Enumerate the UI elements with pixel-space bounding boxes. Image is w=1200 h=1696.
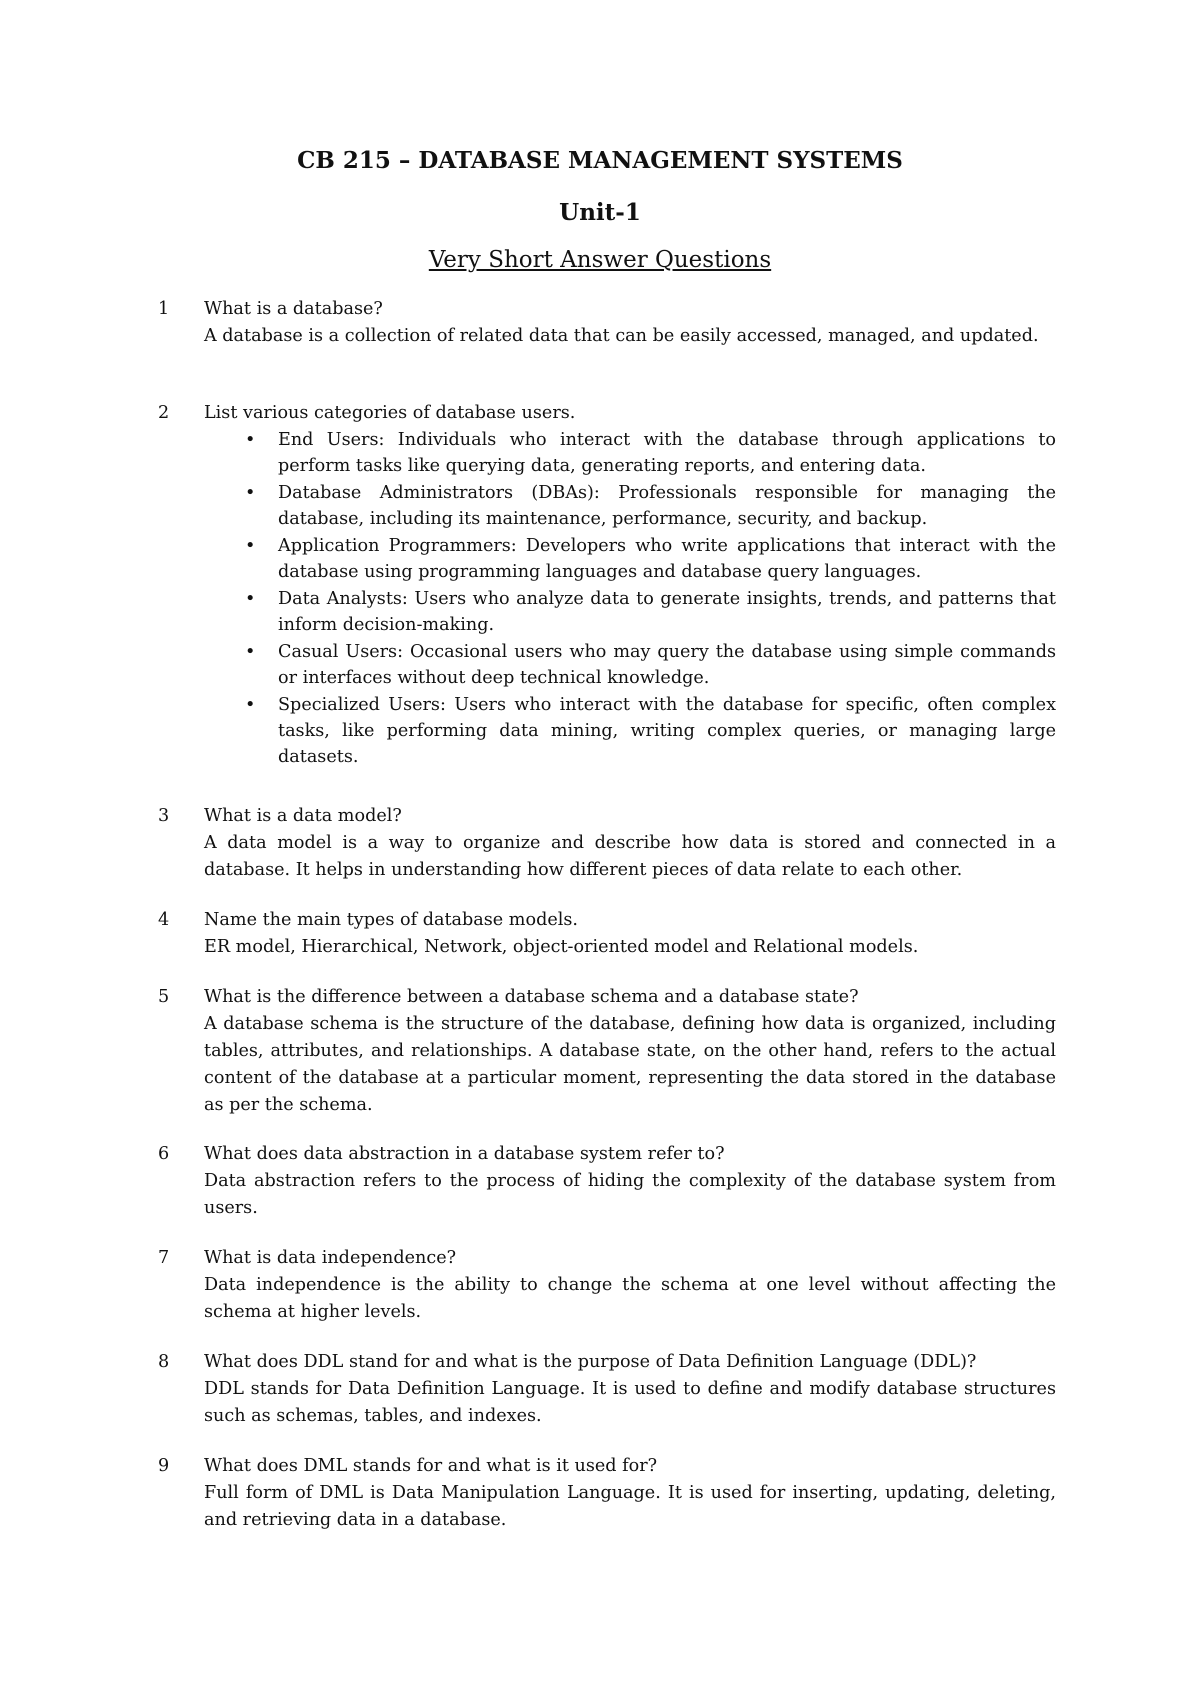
answer-text: Full form of DML is Data Manipulation Language. It is used for inserting, updating, deleting, and retrieving data in a database. xyxy=(204,1483,1056,1530)
question-text: What is the difference between a database schema and a database state? xyxy=(204,987,859,1007)
bullet-text: Occasional users who may query the database using simple commands or interfaces without deep technical knowledge. xyxy=(278,642,1057,688)
answer-text: A database is a collection of related data that can be easily accessed, managed, and updated. xyxy=(204,326,1039,346)
answer-text: Data independence is the ability to change the schema at one level without affecting the schema at higher levels. xyxy=(204,1275,1056,1322)
question-text: What does data abstraction in a database system refer to? xyxy=(204,1144,725,1164)
question-number: 2 xyxy=(158,403,170,423)
question-number: 5 xyxy=(158,987,170,1007)
unit-heading: Unit-1 xyxy=(559,199,641,226)
question-text: What does DDL stand for and what is the purpose of Data Definition Language (DDL)? xyxy=(204,1352,977,1372)
answer-text: DDL stands for Data Definition Language. It is used to define and modify database structures such as schemas, tables, and indexes. xyxy=(204,1379,1056,1426)
list-item xyxy=(204,692,1056,770)
question-number: 4 xyxy=(158,910,170,930)
bullet-text: Users who interact with the database for specific, often complex tasks, like performing data mining, writing complex queries, or managing large datasets. xyxy=(278,695,1057,767)
answer-text: ER model, Hierarchical, Network, object-oriented model and Relational models. xyxy=(204,937,919,957)
question-text: List various categories of database users. xyxy=(204,403,576,423)
bullet-term: Casual Users: xyxy=(278,642,404,662)
question-number: 9 xyxy=(158,1456,170,1476)
bullet-text: Individuals who interact with the database through applications to perform tasks like querying data, generating reports, and entering data. xyxy=(278,430,1057,476)
question-text: What does DML stands for and what is it used for? xyxy=(204,1456,658,1476)
question-number: 7 xyxy=(158,1248,170,1268)
user-category-list xyxy=(204,427,1056,771)
list-item xyxy=(204,586,1056,638)
bullet-text: Developers who write applications that interact with the database using programming languages and database query languages. xyxy=(278,536,1056,582)
list-item xyxy=(204,480,1056,532)
answer-text: A data model is a way to organize and describe how data is stored and connected in a database. It helps in understanding how different pieces of data relate to each other. xyxy=(204,833,1056,880)
list-item xyxy=(204,427,1056,479)
question-number: 1 xyxy=(158,299,170,319)
bullet-text: Users who analyze data to generate insights, trends, and patterns that inform decision-making. xyxy=(278,589,1056,635)
bullet-icon: • xyxy=(245,695,256,715)
bullet-icon: • xyxy=(245,589,256,609)
question-text: Name the main types of database models. xyxy=(204,910,578,930)
bullet-text: Professionals responsible for managing the database, including its maintenance, performance, security, and backup. xyxy=(278,483,1057,529)
bullet-term: Specialized Users: xyxy=(278,695,446,715)
bullet-icon: • xyxy=(245,536,256,556)
question-number: 6 xyxy=(158,1144,170,1164)
bullet-icon: • xyxy=(245,430,256,450)
question-number: 8 xyxy=(158,1352,170,1372)
question-text: What is data independence? xyxy=(204,1248,457,1268)
bullet-term: Application Programmers: xyxy=(278,536,517,556)
list-item xyxy=(204,533,1056,585)
bullet-icon: • xyxy=(245,483,256,503)
bullet-term: Database Administrators (DBAs): xyxy=(278,483,600,503)
document-title: CB 215 – DATABASE MANAGEMENT SYSTEMS xyxy=(297,147,903,174)
answer-text: A database schema is the structure of the database, defining how data is organized, including tables, attributes, and relationships. A database state, on the other hand, refers to the actual content of the database at a particular moment, representing the data stored in the database as per the schema. xyxy=(204,1014,1056,1115)
question-text: What is a data model? xyxy=(204,806,402,826)
question-number: 3 xyxy=(158,806,170,826)
section-heading: Very Short Answer Questions xyxy=(428,247,772,273)
bullet-term: Data Analysts: xyxy=(278,589,408,609)
answer-text: Data abstraction refers to the process of hiding the complexity of the database system from users. xyxy=(204,1171,1056,1218)
question-text: What is a database? xyxy=(204,299,383,319)
bullet-icon: • xyxy=(245,642,256,662)
list-item xyxy=(204,639,1056,691)
bullet-term: End Users: xyxy=(278,430,385,450)
